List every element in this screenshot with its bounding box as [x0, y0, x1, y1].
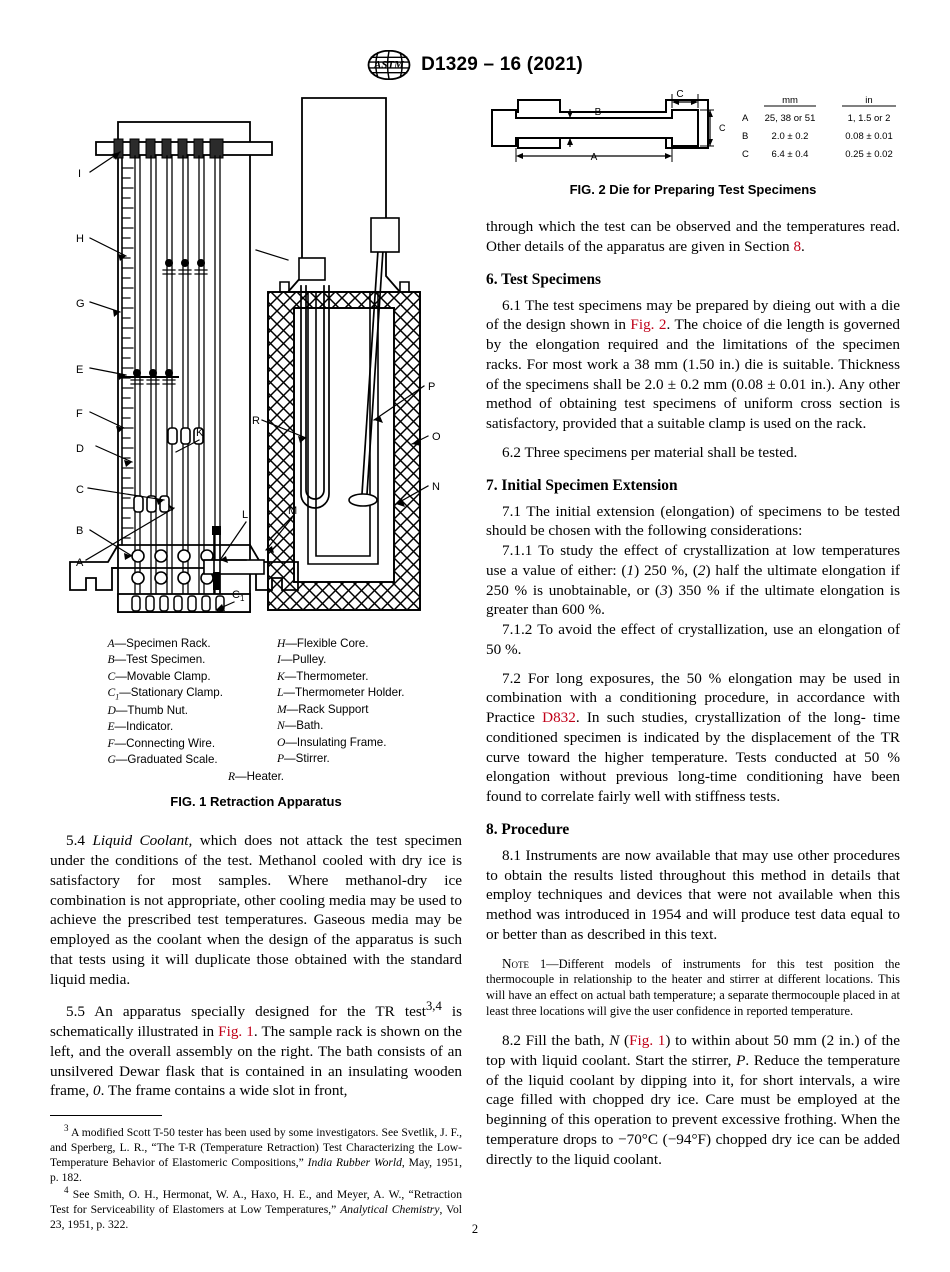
legend-text: —Graduated Scale. — [115, 753, 218, 767]
callout-M: M — [288, 505, 298, 517]
legend-item — [107, 652, 222, 668]
dim-label-C-side: C — [719, 123, 726, 133]
paragraph-5-4 — [50, 831, 462, 989]
callout-G: G — [76, 298, 85, 310]
legend-key: B — [107, 653, 115, 667]
legend-item — [107, 669, 222, 685]
bath-label: N — [609, 1032, 620, 1050]
paragraph-text: For long exposures, the 50 % elongation may be used in combination with a conditioning procedure, in accordance with Practice — [486, 669, 900, 726]
figure-1-link[interactable]: Fig. 1 — [218, 1023, 254, 1041]
legend-text: —Thermometer Holder. — [283, 686, 405, 700]
frame-label: 0 — [93, 1082, 101, 1100]
paragraph-text: through which the test can be observed and the temperatures read. Other details of the apparatus are given in Section — [486, 218, 900, 255]
practice-d832-link[interactable]: D832 — [542, 709, 576, 726]
footnote-source: Analytical Chemistry — [340, 1203, 440, 1217]
legend-text: —Test Specimen. — [114, 653, 206, 667]
paragraph-number: 7.2 — [502, 669, 521, 687]
paragraph-7-1-2: 7.1.2 To avoid the effect of crystallization, use an elongation of 50 %. — [486, 621, 900, 658]
callout-K: K — [196, 427, 204, 439]
table-cell-a-in: 1, 1.5 or 2 — [847, 113, 891, 124]
paragraph-number: 5.4 — [66, 832, 85, 850]
paragraph-text: ) half the ultimate elongation if 250 % is unobtainable, or ( — [486, 561, 900, 599]
paragraph-number: 7.1.1 — [502, 542, 533, 559]
figure-2-caption: FIG. 2 Die for Preparing Test Specimens — [569, 182, 817, 197]
callout-I: I — [78, 168, 82, 180]
legend-text: —Stirrer. — [284, 752, 330, 766]
legend-item-heater — [50, 769, 462, 785]
right-column — [486, 90, 900, 1169]
legend-key: G — [107, 753, 116, 767]
legend-item — [277, 735, 405, 751]
legend-key: E — [107, 720, 115, 734]
legend-key: M — [276, 702, 287, 716]
paragraph-number: 5.5 — [66, 1003, 85, 1021]
paragraph-text: . Reduce the temperature of the liquid coolant by dipping into it, for short intervals, a wire cage filled with chopped dry ice. Care must be employed at the beginning of this operation to prevent excessive frothing. When the temperature drops to −70°C (−94°F) chopped dry ice can be added directly to the liquid coolant. — [486, 1051, 900, 1168]
legend-text: —Connecting Wire. — [114, 736, 216, 750]
footnote-text: , Vol 23, 1951, p. 322. — [50, 1203, 463, 1232]
paragraph-text: . — [801, 237, 805, 255]
footnote-text: A modified Scott T-50 tester has been used by some investigators. See Svetlik, J. F., and Sperberg, L. R., “The T-R (Temperature Retraction) Test Characterizing the Low-Temperature Behavior of Elastomeric Compositions,” — [50, 1125, 462, 1170]
note-1 — [486, 956, 900, 1021]
legend-text: —Bath. — [284, 719, 324, 733]
table-cell-c-in: 0.25 ± 0.02 — [845, 149, 893, 160]
legend-text: —Rack Support — [286, 702, 369, 716]
figure-1-link[interactable]: Fig. 1 — [629, 1032, 666, 1050]
legend-key: R — [227, 769, 236, 783]
legend-text: —Movable Clamp. — [115, 669, 211, 683]
legend-item — [107, 752, 222, 768]
paragraph-text: ) 250 %, ( — [634, 561, 698, 579]
figure-2-link[interactable]: Fig. 2 — [630, 316, 667, 334]
footnote-text: See Smith, O. H., Hermonat, W. A., Haxo, H. E., and Meyer, A. W., “Retraction Test for Serviceability of Elastomers at Low Temperatures,” — [50, 1188, 462, 1217]
paragraph-text: is schematically illustrated in — [50, 1003, 462, 1041]
note-label: Note — [502, 955, 530, 971]
legend-key: D — [107, 704, 116, 718]
callout-H: H — [76, 233, 84, 245]
paragraph-text: . The choice of die length is governed by the elongation required and the limitations of the specimen racks. For most work a 38 mm (1.50 in.) die is suitable. Thickness of the specimens shall be 2.0 ± 0.2 mm (0.08 ± 0.01 in.). Any other method of obtaining test specimens of uniform cross section is satisfactory, provided that a suitable clamp is used on the rack. — [486, 316, 900, 432]
paragraph-number: 8.2 — [502, 1032, 521, 1050]
footnote-separator — [50, 1115, 162, 1116]
option-marker: 1 — [626, 561, 635, 579]
legend-key: H — [276, 637, 286, 650]
dim-label-A: A — [590, 152, 598, 163]
paragraph-text: The test specimens may be prepared by dieing out with a die of the design shown in — [486, 296, 900, 334]
callout-R: R — [252, 415, 260, 427]
legend-item — [277, 669, 405, 685]
dim-label-B: B — [594, 107, 602, 118]
legend-item — [107, 636, 222, 652]
table-cell-b-in: 0.08 ± 0.01 — [845, 131, 893, 142]
legend-key: F — [107, 736, 115, 750]
footnote-3 — [50, 1123, 462, 1185]
heading-section-6: 6. Test Specimens — [486, 270, 602, 288]
paragraph-6-2: 6.2 Three specimens per material shall be tested. — [502, 443, 798, 461]
callout-C1: $C_1$ — [232, 589, 245, 603]
option-marker: 3 — [660, 581, 668, 599]
figure-2-artwork — [486, 90, 900, 180]
paragraph-text: which does not attack the test specimen under the conditions of the test. Methanol cooled with dry ice is satisfactory for most samples. Where methanol-dry ice combination is not appropriate, other cooling media may be used to achieve the prescribed test temperatures. Gaseous media may be employed as the coolant when the design of the apparatus is such that tests using it will duplicate those obtained with the standard liquid media. — [50, 832, 462, 988]
legend-key: N — [276, 719, 285, 733]
footnote-marker: 4 — [64, 1185, 69, 1196]
paragraph-7-2 — [486, 669, 900, 807]
paragraph-number: 6.1 — [502, 296, 521, 314]
note-number: 1— — [529, 956, 559, 971]
legend-item — [277, 685, 405, 701]
page-header — [0, 50, 950, 80]
table-row-label-c: C — [742, 149, 749, 160]
callout-D-upper: D — [76, 443, 84, 455]
legend-text: —Specimen Rack. — [114, 637, 211, 650]
paragraph-5-5 — [50, 998, 462, 1101]
left-column — [50, 90, 462, 1232]
legend-key: A — [107, 637, 115, 650]
paragraph-8-1: 8.1 Instruments are now available that may use other procedures to obtain the results listed throughout this method in details that employ techniques and devices that were not available when this method was introduced in 1954 and will produce test data equal to or better than as described in this text. — [486, 846, 900, 943]
legend-text: —Pulley. — [280, 653, 327, 667]
legend-item — [107, 685, 222, 703]
heading-section-8: 8. Procedure — [486, 820, 570, 838]
note-text: Different models of instruments for this test position the thermocouple in relationship to the heater and stirrer at different locations. This will have an effect on actual bath temperature; a separate thermocouple placed in at least three locations will give the user confidence in reported temperature. — [486, 956, 900, 1019]
heading-section-7: 7. Initial Specimen Extension — [486, 476, 678, 494]
legend-key: O — [276, 735, 286, 749]
legend-text: —Thermometer. — [284, 669, 369, 683]
legend-text: —Flexible Core. — [285, 637, 369, 650]
callout-P: P — [428, 381, 436, 393]
paragraph-text: ) 350 % if the ultimate elongation is greater than 600 %. — [486, 581, 901, 619]
legend-item — [277, 751, 405, 767]
legend-text: —Thumb Nut. — [115, 704, 188, 718]
callout-C: C — [76, 484, 84, 496]
legend-key: C — [107, 669, 116, 683]
paragraph-6-1 — [486, 296, 900, 434]
paragraph-text: An apparatus specially designed for the TR test — [84, 1003, 426, 1021]
legend-item — [107, 703, 222, 719]
legend-key: K — [276, 669, 285, 683]
table-cell-b-mm: 2.0 ± 0.2 — [771, 131, 809, 142]
table-header-mm: mm — [782, 95, 798, 106]
figure-1-legend — [50, 636, 462, 785]
paragraph-lead-italic: Liquid Coolant, — [92, 832, 193, 850]
stirrer-label: P — [736, 1051, 746, 1069]
footnote-source: India Rubber World — [307, 1156, 402, 1170]
legend-item — [277, 702, 405, 718]
legend-key: L — [276, 686, 284, 700]
legend-item — [107, 719, 222, 735]
paragraph-text: ) to within about 50 mm (2 in.) of the top with liquid coolant. Start the stirrer, — [486, 1032, 901, 1069]
footnote-marker: 3 — [64, 1123, 69, 1134]
paragraph-text: Fill the bath, — [520, 1032, 610, 1050]
legend-item — [277, 636, 405, 652]
dim-label-C-top: C — [676, 90, 684, 100]
page-number: 2 — [471, 1222, 479, 1236]
table-header-in: in — [865, 95, 873, 106]
paragraph-8-2 — [486, 1031, 900, 1169]
astm-logo — [367, 50, 411, 80]
paragraph-text: . The sample rack is shown on the left, and the overall assembly on the right. The bath consists of an unsilvered Dewar flask that is contained in an insulating wooden frame, — [50, 1023, 462, 1100]
footnote-ref: 3,4 — [425, 999, 442, 1014]
table-row-label-a: A — [742, 113, 749, 124]
legend-text: —Stationary Clamp. — [119, 686, 223, 700]
table-cell-c-mm: 6.4 ± 0.4 — [771, 149, 809, 160]
table-cell-a-mm: 25, 38 or 51 — [764, 113, 816, 124]
legend-key: I — [276, 653, 281, 667]
figure-1-artwork — [56, 90, 456, 630]
legend-text: —Insulating Frame. — [285, 735, 387, 749]
legend-key: P — [276, 752, 285, 766]
table-row-label-b: B — [742, 131, 749, 142]
legend-key: $C_1$ — [107, 686, 120, 702]
footnote-text: , May, 1951, p. 182. — [50, 1156, 462, 1185]
paragraph-7-1-1 — [486, 541, 900, 620]
figure-1 — [50, 90, 462, 809]
figure-1-legend-left — [107, 636, 222, 769]
paragraph-text: ( — [619, 1032, 630, 1050]
legend-item — [107, 736, 222, 752]
legend-item — [277, 718, 405, 734]
legend-text: —Indicator. — [114, 720, 174, 734]
legend-text: —Heater. — [235, 769, 285, 783]
standard-designation: D1329 – 16 (2021) — [421, 54, 583, 75]
figure-1-legend-right — [277, 636, 405, 769]
figure-1-caption: FIG. 1 Retraction Apparatus — [170, 794, 342, 810]
callout-F: F — [76, 408, 83, 420]
callout-O: O — [432, 431, 441, 443]
paragraph-7-1: 7.1 The initial extension (elongation) of specimens to be tested should be chosen with the following considerations: — [486, 502, 900, 540]
callout-E: E — [76, 364, 84, 376]
callout-B: B — [76, 525, 84, 537]
callout-N: N — [432, 481, 440, 493]
callout-L: L — [242, 509, 249, 521]
paragraph-continued — [486, 217, 900, 257]
svg-text:ASTM: ASTM — [374, 58, 404, 71]
callout-A: A — [76, 557, 84, 569]
section-8-link[interactable]: 8 — [793, 237, 802, 255]
figure-2 — [486, 90, 900, 197]
legend-item — [277, 652, 405, 668]
paragraph-text: . The frame contains a wide slot in front, — [100, 1082, 348, 1100]
paragraph-text: To study the effect of crystallization at low temperatures use a value of either: ( — [486, 542, 900, 579]
paragraph-text: . In such studies, crystallization of the long- time conditioned specimen is indicated by the displacement of the TR curve toward the higher temperature. Tests conducted at 50 % elongation without previous long-time conditioning have been found to correlate fairly well with stiffness tests. — [486, 709, 900, 805]
option-marker: 2 — [697, 561, 706, 579]
